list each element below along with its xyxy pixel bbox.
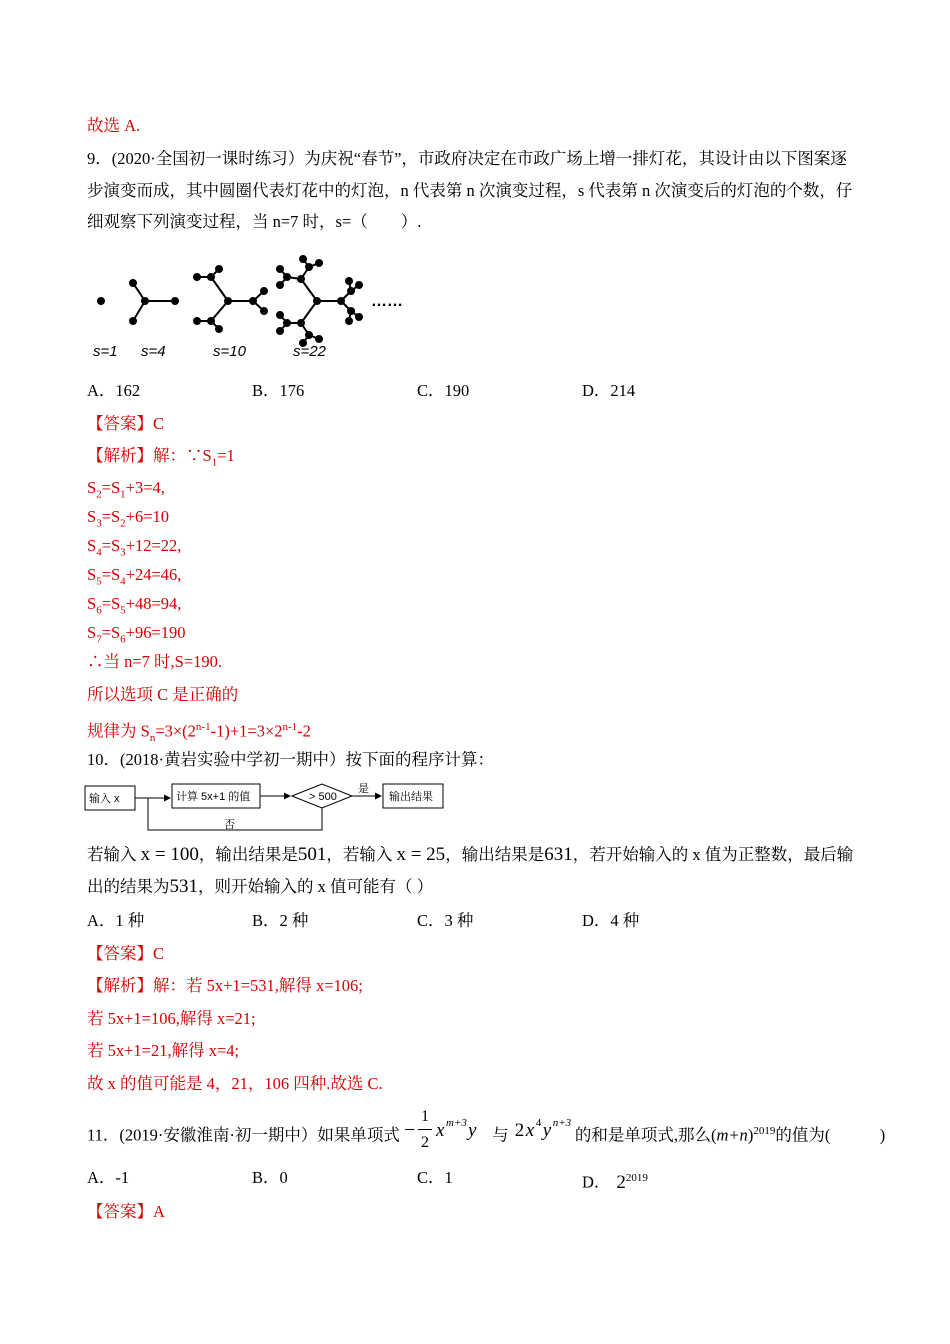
q9-step-4: $S_5=S_4+24=46$, xyxy=(87,565,182,588)
figure-label-s4: s=4 xyxy=(141,343,166,360)
q11-option-b: B．0 xyxy=(252,1168,288,1187)
q9-stem-line2: 步演变而成，其中圆圈代表灯花中的灯泡，n 代表第 n 次演变过程，s 代表第 n 次演变后的灯泡的个数，仔 xyxy=(87,181,853,200)
q9-analysis-head: 【解析】解：$\because S_1=1$ xyxy=(87,446,235,469)
flow-input-box: 输入 x xyxy=(89,793,120,805)
q11-option-c: C．1 xyxy=(417,1168,453,1187)
q10-stem: 10．(2018·黄岩实验中学初一期中）按下面的程序计算： xyxy=(87,750,494,769)
q10-analysis-4: 故 x 的值可能是 4，21，106 四种.故选 C. xyxy=(87,1074,383,1093)
monomial-2: 2 x 4 y n+3 xyxy=(514,1117,572,1141)
q9-evolution-figure xyxy=(87,255,417,365)
q9-choose: 所以选项 C 是正确的 xyxy=(87,685,239,704)
q9-option-b: B．176 xyxy=(252,381,305,400)
q9-step-5: $S_6=S_5+48=94$, xyxy=(87,594,182,617)
q10-option-a: A．1 种 xyxy=(87,911,145,930)
q10-option-b: B．2 种 xyxy=(252,911,309,930)
flow-condition: > 500 xyxy=(309,791,337,803)
q10-option-d: D．4 种 xyxy=(582,911,640,930)
q11-option-d: D． $2^{2019}$ xyxy=(582,1171,648,1193)
q11-answer: 【答案】A xyxy=(87,1202,165,1221)
monomial-1: − 1 2 x m+3 y xyxy=(404,1108,477,1151)
q9-option-c: C．190 xyxy=(417,381,470,400)
figure-label-s22: s=22 xyxy=(293,343,326,360)
q10-analysis-2: 若 5x+1=106,解得 x=21; xyxy=(87,1009,256,1028)
q10-analysis-3: 若 5x+1=21,解得 x=4; xyxy=(87,1041,240,1060)
figure-continuation-dots: …… xyxy=(371,293,403,310)
previous-conclusion: 故选 A. xyxy=(87,116,141,135)
flow-compute-box: 计算 5x+1 的值 xyxy=(176,791,251,803)
q10-answer: 【答案】C xyxy=(87,944,165,963)
flow-output-box: 输出结果 xyxy=(389,791,433,803)
q9-option-d: D．214 xyxy=(582,381,636,400)
q9-step-1: $S_2=S_1+3=4$, xyxy=(87,478,165,501)
q9-answer: 【答案】C xyxy=(87,414,165,433)
q10-text-line1: 若输入 x = 100，输出结果是501，若输入 x = 25，输出结果是631，若开始输入的 x 值为正整数，最后输 xyxy=(87,844,854,865)
figure-label-s1: s=1 xyxy=(93,343,118,360)
q10-analysis-1: 【解析】解：若 5x+1=531,解得 x=106; xyxy=(87,976,363,995)
q9-step-2: $S_3=S_2+6=10$ xyxy=(87,507,170,530)
q9-stem-line1: 9．(2020·全国初一课时练习）为庆祝“春节”，市政府决定在市政广场上增一排灯花，其设计由以下图案逐 xyxy=(87,149,847,168)
flow-no-label: 否 xyxy=(224,819,235,831)
q9-stem-line3: 细观察下列演变过程，当 n=7 时，s=（ ）. xyxy=(87,212,422,231)
q9-option-a: A．162 xyxy=(87,381,141,400)
flow-yes-label: 是 xyxy=(358,783,369,795)
q9-step-6: $S_7=S_6+96=190$ xyxy=(87,623,186,646)
q10-text-line2: 出的结果为531，则开始输入的 x 值可能有（ ） xyxy=(87,876,434,897)
q11-option-a: A．-1 xyxy=(87,1168,130,1187)
q10-flowchart xyxy=(84,778,446,834)
q11-stem: 11．(2019·安徽淮南·初一期中）如果单项式 − 1 2 x m+3 y 与 2 x 4 y n+3 的和是单项式,那么$(m+n)^{2019}$的值为( ) xyxy=(87,1108,886,1151)
figure-label-s10: s=10 xyxy=(213,343,246,360)
q9-therefore: ∴当 n=7 时,S=190. xyxy=(87,652,223,671)
q9-step-3: $S_4=S_3+12=22$, xyxy=(87,536,182,559)
q9-rule: 规律为 $S_n=3\times(2^{n-1}-1)+1=3\times 2^{n-1}-2$ xyxy=(87,721,311,744)
q10-option-c: C．3 种 xyxy=(417,911,474,930)
